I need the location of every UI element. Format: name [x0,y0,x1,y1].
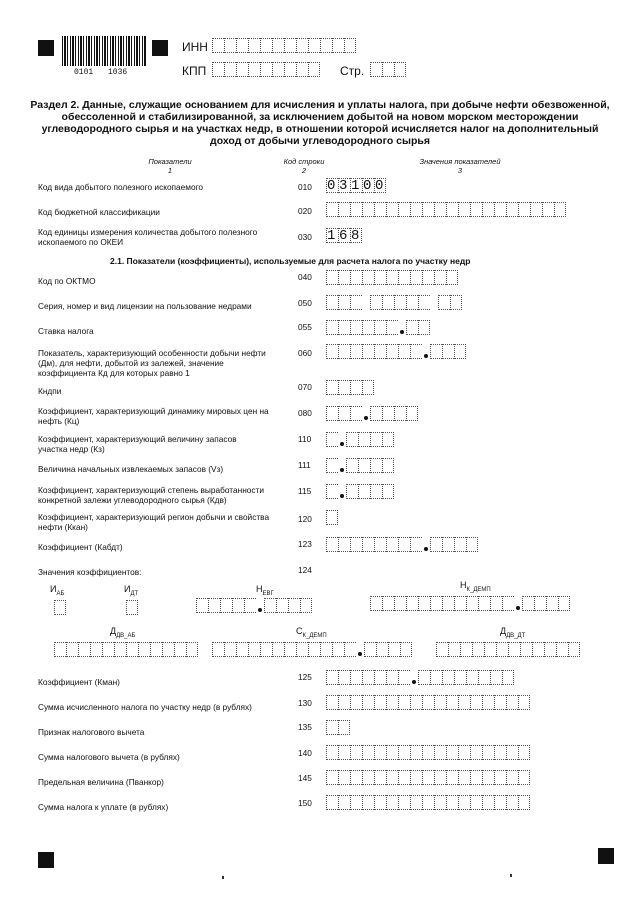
column-header-values: Значения показателей 3 [419,157,501,175]
coef-label-s-k-demp: $С_{К\_ДЕМП}$ [296,626,327,639]
coef-label-n-evg: $Н_{ЕВГ}$ [256,584,274,597]
row-code-060: 060 [298,348,312,358]
corner-marker-bottom-right [598,848,614,864]
row-label-040: Код по ОКТМО [38,276,96,286]
i-ab-field[interactable] [54,600,66,616]
budget-classification-code-field[interactable] [326,202,566,218]
row-code-120: 120 [298,514,312,524]
row-code-110: 110 [298,434,312,444]
coef-label-n-k-demp: $Н_{К\_ДЕМП}$ [460,580,491,593]
column-header-line-code: Код строки 2 [283,157,325,175]
row-code-040: 040 [298,272,312,282]
row-label-150: Сумма налога к уплате (в рублях) [38,802,169,812]
subsection-title: 2.1. Показатели (коэффициенты), используемые для расчета налога по участку недр [110,256,471,266]
row-code-055: 055 [298,322,312,332]
okei-unit-code-value: 168 [327,228,364,244]
row-label-060: Показатель, характеризующий особенности добычи нефти (Дм), для нефти, добытой из залежей, значение коэффициента Кд для которых равно 1 [38,348,266,378]
coef-label-d-dv-dt: $Д_{ДВ\_ДТ}$ [500,626,526,639]
row-code-080: 080 [298,408,312,418]
s-k-demp-field[interactable] [212,642,412,658]
kpp-field[interactable] [212,62,320,78]
dm-indicator-field[interactable] [326,344,466,360]
kz-field[interactable] [326,432,394,448]
d-dv-dt-field[interactable] [436,642,580,658]
row-code-135: 135 [298,722,312,732]
page-number-field[interactable] [370,62,406,78]
license-field[interactable] [326,295,462,311]
row-code-020: 020 [298,206,312,216]
inn-field[interactable] [212,38,356,54]
row-code-145: 145 [298,773,312,783]
kkan-field[interactable] [326,510,338,526]
row-label-145: Предельная величина (Пванкор) [38,777,164,787]
tax-payable-field[interactable] [326,795,530,811]
row-code-130: 130 [298,698,312,708]
row-label-125: Коэффициент (Кман) [38,677,120,687]
coef-label-i-ab: $И_{АБ}$ [50,584,65,597]
row-label-050: Серия, номер и вид лицензии на пользование недрами [38,301,252,311]
row-code-050: 050 [298,298,312,308]
mineral-type-code-value: 03100 [327,178,388,194]
vz-field[interactable] [326,458,394,474]
n-k-demp-field[interactable] [370,596,570,612]
row-code-070: 070 [298,382,312,392]
section-title: Раздел 2. Данные, служащие основанием для исчисления и уплаты налога, при добыче нефти обезвоженной, обессоленной и стабилизированной, за исключением добытой на новом морском месторождении углеводородного сырья и на участках недр, в отношении которой исчисляется налог на дополнительный доход от добычи углеводородного сырья [30,99,610,147]
limit-value-field[interactable] [326,770,530,786]
tax-deduction-flag-field[interactable] [326,720,350,736]
row-code-140: 140 [298,748,312,758]
kndpi-field[interactable] [326,380,374,396]
row-label-110: Коэффициент, характеризующий величину запасов участка недр (Кз) [38,434,237,454]
corner-marker-bottom-left [38,852,54,868]
scan-dot [510,874,512,877]
kc-field[interactable] [326,406,418,422]
row-code-124: 124 [298,565,312,575]
row-label-124: Значения коэффициентов: [38,567,142,577]
row-label-135: Признак налогового вычета [38,727,145,737]
oktmo-field[interactable] [326,270,458,286]
row-label-130: Сумма исчисленного налога по участку недр (в рублях) [38,702,252,712]
kman-field[interactable] [326,670,514,686]
corner-marker-top-left [38,40,54,56]
i-dt-field[interactable] [126,600,138,616]
row-code-125: 125 [298,672,312,682]
row-label-010: Код вида добытого полезного ископаемого [38,182,204,192]
row-code-030: 030 [298,232,312,242]
row-label-030: Код единицы измерения количества добытого полезного ископаемого по ОКЕИ [38,227,258,247]
row-label-111: Величина начальных извлекаемых запасов (Vз) [38,464,224,474]
row-label-020: Код бюджетной классификации [38,207,160,217]
page-label: Стр. [340,64,365,78]
inn-label: ИНН [182,40,208,54]
row-label-123: Коэффициент (Кабдт) [38,542,123,552]
kdv-field[interactable] [326,484,394,500]
row-code-111: 111 [298,460,311,470]
row-label-140: Сумма налогового вычета (в рублях) [38,752,180,762]
kabdt-field[interactable] [326,537,478,553]
row-code-123: 123 [298,539,312,549]
row-code-150: 150 [298,798,312,808]
barcode-number-left: 0101 [74,68,94,77]
n-evg-field[interactable] [196,598,312,614]
row-label-070: Кндпи [38,386,62,396]
corner-marker-top-mid [152,40,168,56]
column-header-indicators: Показатели 1 [148,157,192,175]
row-label-055: Ставка налога [38,326,94,336]
d-dv-ab-field[interactable] [54,642,198,658]
kpp-label: КПП [182,64,207,78]
row-label-120: Коэффициент, характеризующий регион добычи и свойства нефти (Ккан) [38,512,270,532]
coef-label-d-dv-ab: $Д_{ДВ\_АБ}$ [110,626,136,639]
coef-label-i-dt: $И_{ДТ}$ [124,584,139,597]
tax-rate-field[interactable] [326,320,430,336]
tax-deduction-amount-field[interactable] [326,745,530,761]
barcode-number-right: 1036 [108,68,128,77]
row-label-115: Коэффициент, характеризующий степень выработанности конкретной залежи углеводородного сырья (Кдв) [38,485,264,505]
row-code-010: 010 [298,182,312,192]
calculated-tax-field[interactable] [326,695,530,711]
scan-dot [222,876,224,879]
barcode [62,36,146,66]
row-code-115: 115 [298,486,312,496]
row-label-080: Коэффициент, характеризующий динамику мировых цен на нефть (Кц) [38,406,269,426]
